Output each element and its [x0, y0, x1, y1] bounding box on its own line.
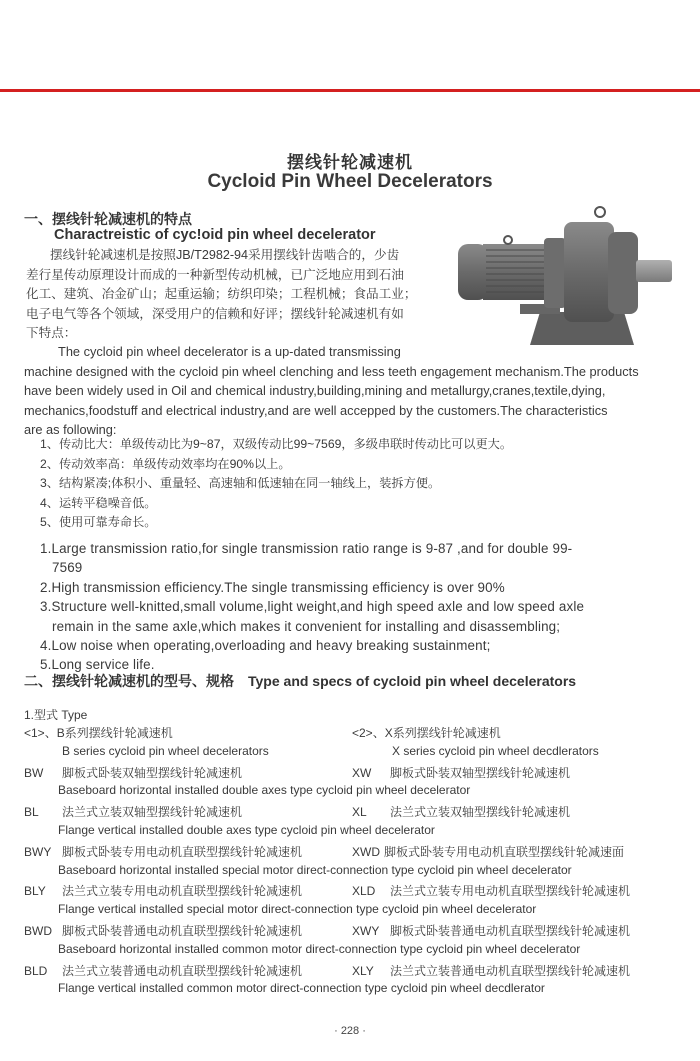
series-en-row: [24, 744, 684, 764]
intro-en-line: machine designed with the cycloid pin wheel clenching and less teeth engagement mechanism.The products: [24, 363, 639, 379]
intro-en-line: The cycloid pin wheel decelerator is a up-dated transmissing: [58, 344, 401, 359]
series-left-cn: <1>、B系列摆线针轮减速机: [24, 726, 173, 740]
feature-en-item-continued: 7569: [52, 560, 83, 576]
header-red-rule: [0, 89, 700, 92]
type-code: XLY: [352, 963, 374, 978]
type-name-cn: 脚板式卧装专用电动机直联型摆线针轮减速面: [384, 844, 625, 859]
type-name-cn: 法兰式立装普通电动机直联型摆线针轮减速机: [390, 963, 631, 978]
type-desc-en: Baseboard horizontal installed common motor direct-connection type cycloid pin wheel decelerator: [58, 941, 581, 956]
intro-en-line: mechanics,foodstuff and electrical industry,and are well accepped by the customers.The characteristics: [24, 402, 608, 418]
type-desc-en: Baseboard horizontal installed double axes type cycloid pin wheel decelerator: [58, 783, 471, 798]
feature-en-item: 2.High transmission efficiency.The single transmissing efficiency is over 90%: [40, 579, 505, 595]
decelerator-machine-image: [448, 200, 678, 350]
type-code: BL: [24, 805, 39, 820]
intro-cn-line: 下特点：: [26, 326, 77, 340]
series-right-cn: <2>、X系列摆线针轮减速机: [352, 726, 501, 740]
feature-cn-item: 3、结构紧凑;体积小、重量轻、高速轴和低速轴在同一轴线上，装拆方便。: [40, 476, 441, 491]
feature-en-item: 1.Large transmission ratio,for single transmission ratio range is 9-87 ,and for double 99-: [40, 541, 573, 556]
top-margin: [0, 0, 700, 89]
feature-cn-item: 2、传动效率高：单级传动效率均在90%以上。: [40, 456, 291, 471]
type-desc-en: Flange vertical installed special motor direct-connection type cycloid pin wheel decelerator: [58, 902, 537, 917]
type-row: [24, 962, 684, 982]
type-desc-en: Flange vertical installed double axes type cycloid pin wheel decelerator: [58, 822, 435, 837]
feature-en-item: 4.Low noise when operating,overloading and heavy breaking sustainment;: [40, 638, 491, 654]
intro-cn-line: 化工、建筑、冶金矿山；起重运输；纺织印染；工程机械；食品工业；: [26, 287, 417, 301]
type-name-cn: 脚板式卧装专用电动机直联型摆线针轮减速机: [62, 844, 303, 859]
type-row: [24, 922, 684, 942]
section1-heading-en: Charactreistic of cyc!oid pin wheel decelerator: [54, 227, 376, 243]
type-row: [24, 882, 684, 902]
feature-en-item-continued: remain in the same axle,which makes it convenient for installing and disassembling;: [52, 618, 561, 634]
series-right-en: X series cycloid pin wheel decdlerators: [392, 743, 599, 758]
type-code: XW: [352, 765, 372, 780]
type-code: XLD: [352, 884, 376, 899]
intro-cn-line: 电子电气等各个领域，深受用户的信赖和好评；摆线针轮减速机有如: [26, 306, 404, 321]
feature-en-item: 3.Structure well-knitted,small volume,light weight,and high speed axle and low speed axle: [40, 599, 585, 615]
type-name-cn: 法兰式立装专用电动机直联型摆线针轮减速机: [390, 884, 631, 899]
series-left-en: B series cycloid pin wheel decelerators: [62, 743, 269, 758]
section1-heading-cn: 一、摆线针轮减速机的特点: [24, 211, 192, 227]
intro-en-line: are as following:: [24, 422, 117, 437]
page-number: · 228 ·: [334, 1025, 366, 1037]
page-title-cn: 摆线针轮减速机: [287, 153, 413, 172]
type-code: XWY: [352, 923, 380, 938]
features-list-cn: [40, 435, 512, 533]
type-name-cn: 脚板式卧装双轴型摆线针轮减速机: [390, 765, 571, 780]
page-title-en: Cycloid Pin Wheel Decelerators: [207, 171, 493, 192]
intro-paragraph-en: [24, 342, 639, 440]
series-row: [24, 724, 684, 744]
type-row: [24, 764, 684, 784]
section2-heading: [24, 671, 576, 691]
intro-cn-line: 摆线针轮减速机是按照JB/T2982-94采用摆线针齿啮合的，少齿: [50, 248, 400, 262]
type-table: [24, 724, 684, 1001]
type-name-cn: 法兰式立装双轴型摆线针轮减速机: [62, 805, 243, 820]
feature-en-item: 5.Long service life.: [40, 657, 155, 673]
type-name-cn: 脚板式卧装双轴型摆线针轮减速机: [62, 765, 243, 780]
type-name-cn: 脚板式卧装普通电动机直联型摆线针轮减速机: [62, 923, 303, 938]
type-code: BLD: [24, 963, 48, 978]
section2-heading-en: Type and specs of cycloid pin wheel decelerators: [248, 673, 577, 689]
type-row: [24, 843, 684, 863]
type-code: BWY: [24, 844, 52, 859]
type-code: BWD: [24, 923, 52, 938]
intro-paragraph-cn: [26, 246, 446, 344]
features-list-en: [40, 539, 584, 675]
type-name-cn: 脚板式卧装普通电动机直联型摆线针轮减速机: [390, 923, 631, 938]
type-desc-en: Flange vertical installed common motor direct-connection type cycloid pin wheel decdlerator: [58, 981, 545, 996]
type-code: BLY: [24, 884, 46, 899]
type-name-cn: 法兰式立装普通电动机直联型摆线针轮减速机: [62, 963, 303, 978]
intro-cn-line: 差行星传动原理设计而成的一种新型传动机械，已广泛地应用到石油: [26, 267, 404, 282]
type-name-cn: 法兰式立装双轴型摆线针轮减速机: [390, 805, 571, 820]
type-code: XL: [352, 805, 367, 820]
section2-heading-cn: 二、摆线针轮减速机的型号、规格: [24, 673, 234, 689]
intro-en-line: have been widely used in Oil and chemical industry,building,mining and metallurgy,cranes,textile,dying,: [24, 383, 606, 398]
type-code: BW: [24, 765, 44, 780]
feature-cn-item: 5、使用可靠寿命长。: [40, 515, 157, 530]
feature-cn-item: 4、运转平稳噪音低。: [40, 495, 157, 510]
feature-cn-item: 1、传动比大：单级传动比为9~87，双级传动比99~7569，多级串联时传动比可以更大。: [40, 437, 513, 451]
type-name-cn: 法兰式立装专用电动机直联型摆线针轮减速机: [62, 884, 303, 899]
type-code: XWD: [352, 844, 380, 859]
type-label: 1.型式 Type: [24, 708, 88, 722]
type-desc-en: Baseboard horizontal installed special motor direct-connection type cycloid pin wheel decelerator: [58, 862, 572, 877]
type-row: [24, 803, 684, 823]
